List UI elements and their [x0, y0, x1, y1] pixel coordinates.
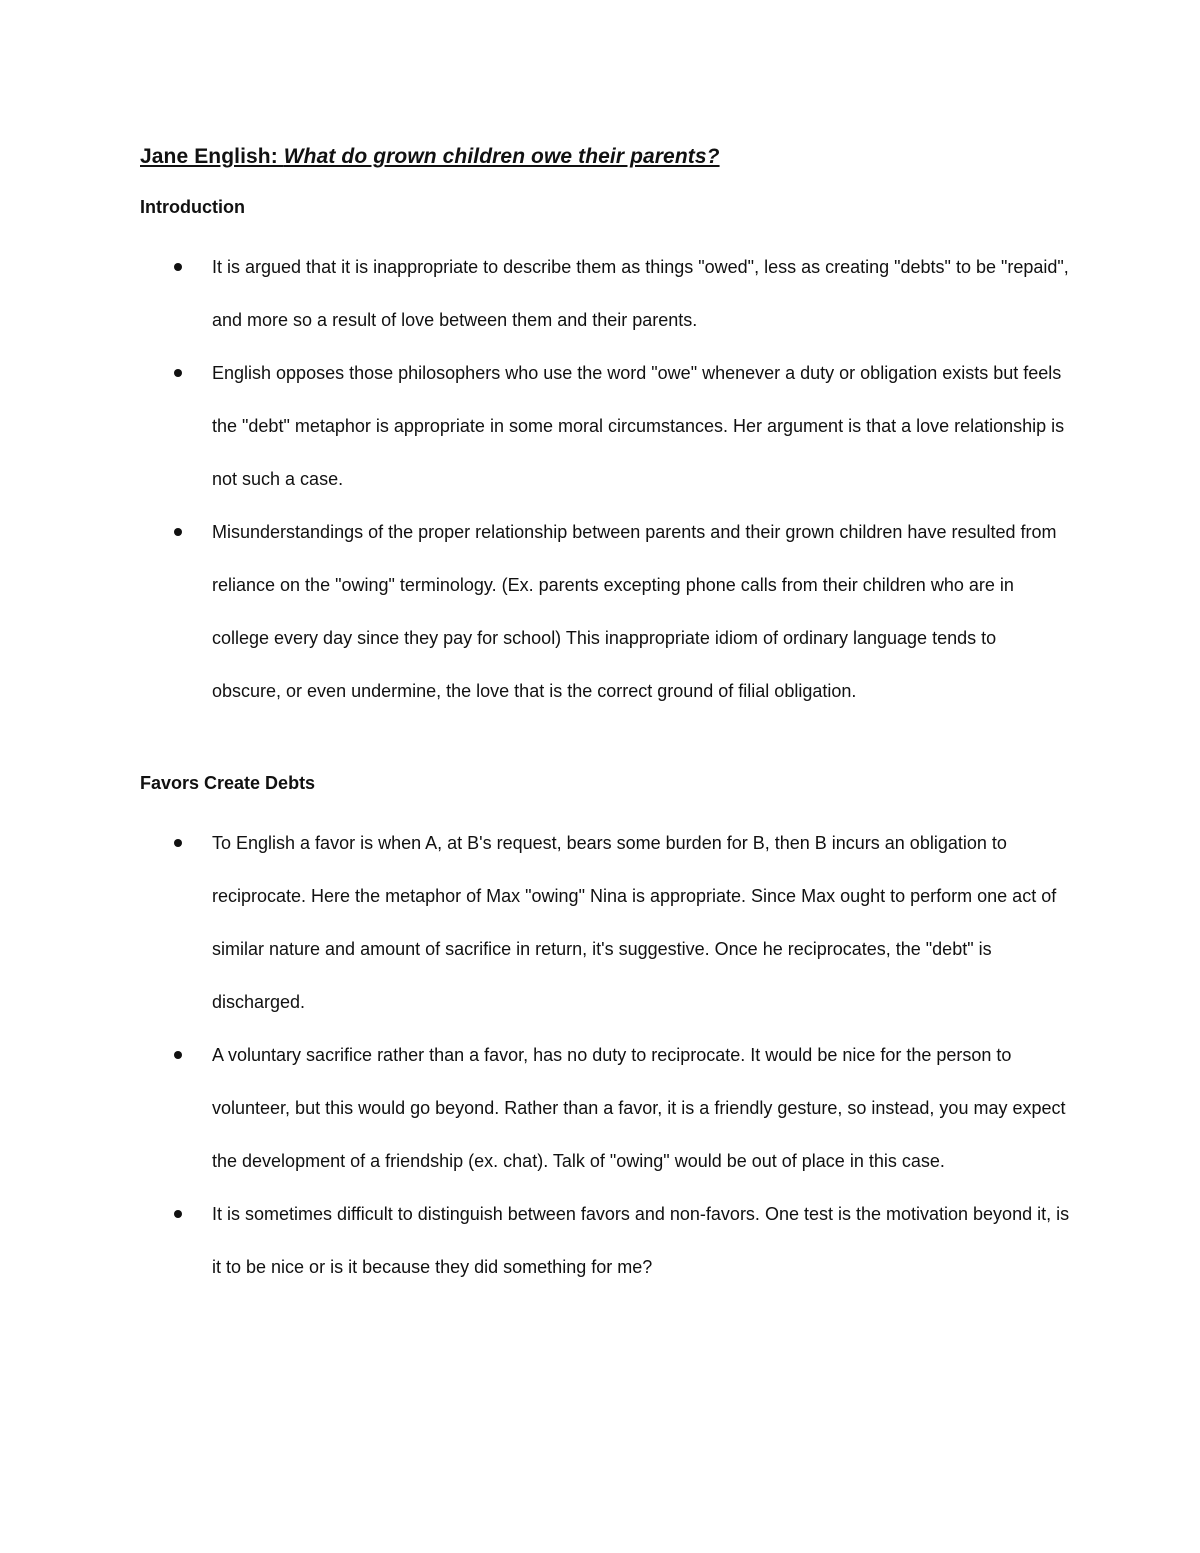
section-introduction — [140, 190, 1070, 718]
list-item — [140, 1188, 1070, 1294]
bullet-icon — [174, 263, 182, 271]
bullet-icon — [174, 1210, 182, 1218]
bullet-list — [140, 241, 1070, 718]
list-item-text: To English a favor is when A, at B's request, bears some burden for B, then B incurs an obligation to reciprocate. Here the metaphor of Max "owing" Nina is appropriate. Since Max ought to perform one act of similar nature and amount of sacrifice in return, it's suggestive. Once he reciprocates, the "debt" is discharged. — [212, 833, 1057, 1012]
list-item-text: It is sometimes difficult to distinguish between favors and non-favors. One test is the motivation beyond it, is it to be nice or is it because they did something for me? — [212, 1204, 1070, 1277]
section-heading: Favors Create Debts — [140, 773, 316, 793]
list-item — [140, 347, 1070, 506]
list-item-text: It is argued that it is inappropriate to describe them as things "owed", less as creating "debts" to be "repaid", and more so a result of love between them and their parents. — [212, 257, 1069, 330]
title-work: What do grown children owe their parents? — [283, 145, 720, 168]
section-heading: Introduction — [140, 197, 245, 217]
list-item-text: English opposes those philosophers who use the word "owe" whenever a duty or obligation exists but feels the "debt" metaphor is appropriate in some moral circumstances. Her argument is that a love relationship is not such a case. — [212, 363, 1065, 489]
list-item — [140, 817, 1070, 1029]
bullet-list — [140, 817, 1070, 1294]
list-item-text: Misunderstandings of the proper relationship between parents and their grown children have resulted from reliance on the "owing" terminology. (Ex. parents excepting phone calls from their children who are in college every day since they pay for school) This inappropriate idiom of ordinary language tends to obscure, or even undermine, the love that is the correct ground of filial obligation. — [212, 522, 1057, 701]
list-item — [140, 506, 1070, 718]
list-item — [140, 241, 1070, 347]
document-title — [140, 140, 1070, 174]
list-item — [140, 1029, 1070, 1188]
title-author: Jane English: — [140, 145, 284, 168]
list-item-text: A voluntary sacrifice rather than a favor, has no duty to reciprocate. It would be nice for the person to volunteer, but this would go beyond. Rather than a favor, it is a friendly gesture, so instead, you may expect the development of a friendship (ex. chat). Talk of "owing" would be out of place in this case. — [212, 1045, 1066, 1171]
bullet-icon — [174, 839, 182, 847]
section-favors-create-debts — [140, 766, 1070, 1294]
bullet-icon — [174, 1051, 182, 1059]
bullet-icon — [174, 369, 182, 377]
document-page — [140, 140, 1070, 1294]
bullet-icon — [174, 528, 182, 536]
